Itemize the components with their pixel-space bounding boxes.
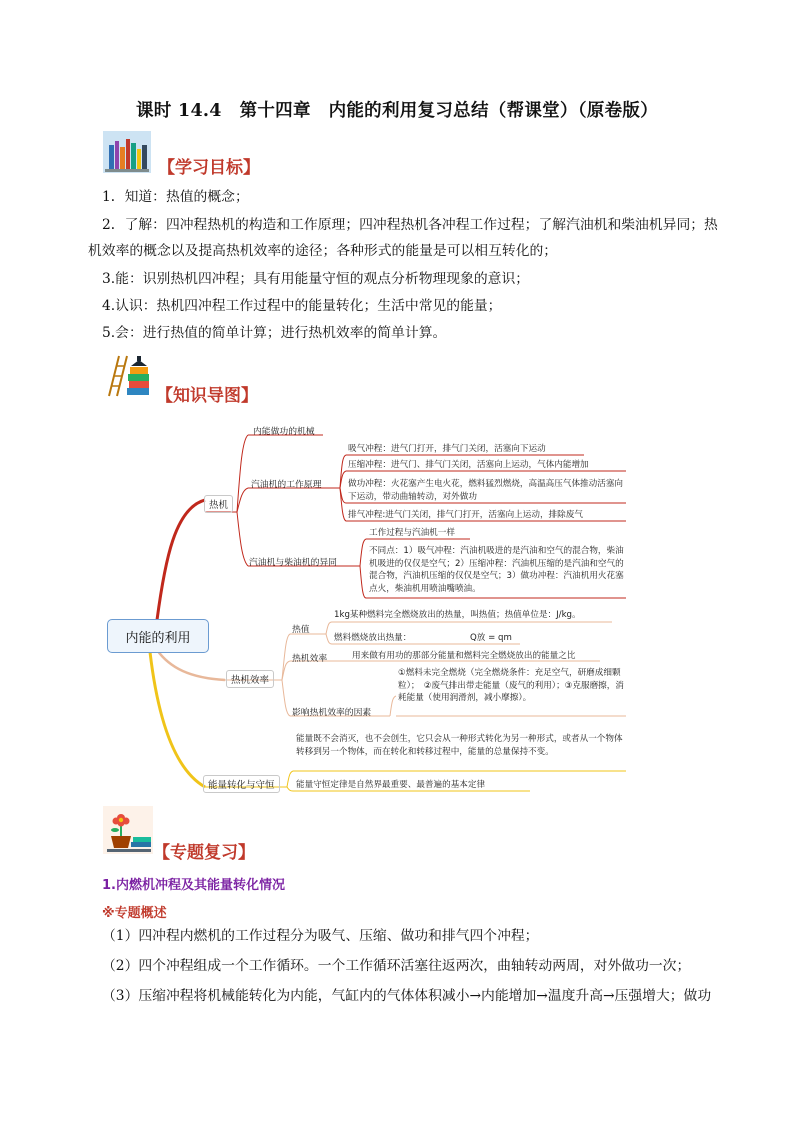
review-item-1: （1）四冲程内燃机的工作过程分为吸气、压缩、做功和排气四个冲程；	[102, 928, 539, 944]
goal-4: 4.认识：热机四冲程工作过程中的能量转化；生活中常见的能量；	[102, 298, 502, 314]
mindmap-root: 内能的利用	[107, 619, 209, 653]
goal-1: 1．知道：热值的概念；	[102, 189, 249, 205]
node-gas-engine-principle: 汽油机的工作原理	[251, 480, 322, 490]
node-diff: 汽油机与柴油机的异同	[249, 558, 337, 568]
node-internal-work: 内能做功的机械	[253, 427, 315, 437]
node-factors: 影响热机效率的因素	[292, 708, 372, 718]
node-efficiency-def: 用来做有用功的那部分能量和燃料完全燃烧放出的能量之比	[352, 651, 576, 661]
node-differences: 不同点：1）吸气冲程：汽油机吸进的是汽油和空气的混合物，柴油机吸进的仅仅是空气；2）压缩冲程：汽油机压缩的是汽油和空气的混合物，汽油机压缩的仅仅是空气；3）做功冲程：汽油机用火花塞点火，柴油机用喷油嘴喷油。	[369, 546, 624, 594]
node-compression: 压缩冲程：进气门、排气门关闭，活塞向上运动，气体内能增加	[348, 460, 589, 470]
page-title: 课时 14.4 第十四章 内能的利用复习总结（帮课堂）（原卷版）	[135, 101, 659, 121]
section-heading-goals: 【学习目标】	[158, 158, 260, 178]
node-efficiency-label: 热机效率	[292, 654, 328, 664]
goal-3: 3.能：识别热机四冲程；具有用能量守恒的观点分析物理现象的意识；	[102, 271, 530, 287]
node-exhaust: 排气冲程:进气门关闭，排气门打开，活塞向上运动，排除废气	[348, 510, 583, 520]
review-overview: ※专题概述	[102, 906, 167, 921]
node-power: 做功冲程：火花塞产生电火花，燃料猛烈燃烧，高温高压气体推动活塞向下运动，带动曲轴转动，对外做功	[348, 479, 624, 502]
review-topic: 1.内燃机冲程及其能量转化情况	[102, 878, 285, 893]
node-efficiency: 热机效率	[226, 670, 274, 688]
goal-5: 5.会：进行热值的简单计算；进行热机效率的简单计算。	[102, 325, 447, 341]
section-heading-review: 【专题复习】	[153, 843, 255, 863]
node-intake: 吸气冲程：进气门打开，排气门关闭，活塞向下运动	[348, 444, 546, 454]
review-item-3: （3）压缩冲程将机械能转化为内能，气缸内的气体体积减小→内能增加→温度升高→压强增大；做功	[102, 988, 712, 1004]
node-heat-value: 热值	[292, 625, 310, 635]
node-factors-detail: ①燃料未完全燃烧（完全燃烧条件：充足空气，研磨成细颗粒）； ②废气排出带走能量（废气的利用）；③克服磨擦，消耗能量（使用润滑剂，减小摩擦）。	[398, 668, 624, 703]
node-same: 工作过程与汽油机一样	[369, 528, 455, 538]
node-conservation-def: 能量既不会消灭，也不会创生，它只会从一种形式转化为另一种形式，或者从一个物体转移到另一个物体，而在转化和转移过程中，能量的总量保持不变。	[296, 734, 623, 757]
node-fuel-heat: 燃料燃烧放出热量：	[334, 633, 412, 643]
section-heading-map: 【知识导图】	[156, 386, 258, 406]
node-heat-value-def: 1kg某种燃料完全燃烧放出的热量，叫热值；热值单位是：J/kg。	[334, 610, 581, 620]
goal-2: 2．了解：四冲程热机的构造和工作原理；四冲程热机各冲程工作过程；了解汽油机和柴油机异同；热机效率的概念以及提高热机效率的途径；各种形式的能量是可以相互转化的；	[88, 217, 718, 259]
node-conservation-law: 能量守恒定律是自然界最重要、最普遍的基本定律	[296, 780, 486, 790]
node-conservation: 能量转化与守恒	[203, 775, 280, 793]
flower-pot-icon	[103, 806, 153, 854]
node-formula: Q放 = qm	[470, 633, 512, 643]
review-item-2: （2）四个冲程组成一个工作循环。一个工作循环活塞往返两次，曲轴转动两周，对外做功一次；	[102, 958, 691, 974]
node-heat-engine: 热机	[204, 495, 233, 513]
